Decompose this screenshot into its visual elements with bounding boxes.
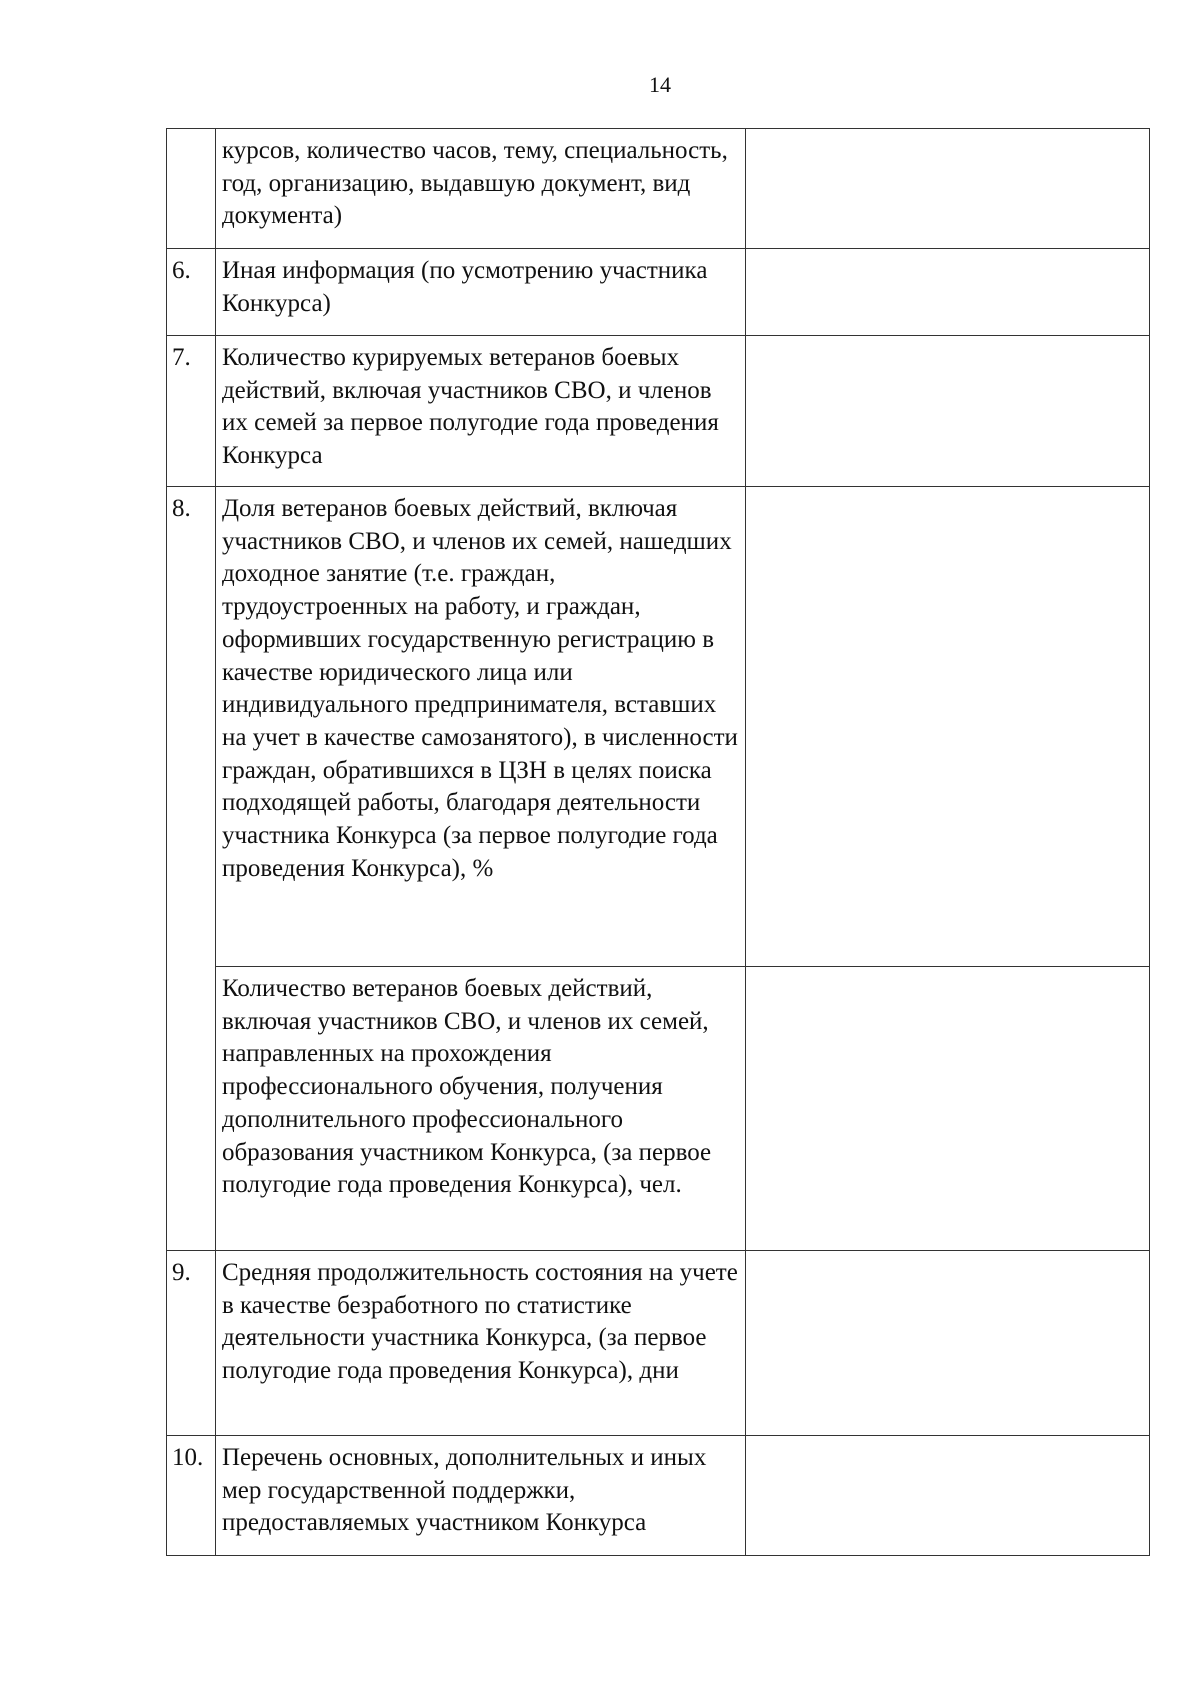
row-number: 6. (167, 249, 216, 336)
row-value-cell[interactable] (745, 336, 1149, 487)
row-value-cell[interactable] (745, 129, 1149, 249)
row-number (167, 129, 216, 249)
table-row (167, 1251, 1150, 1436)
table-row (167, 487, 1150, 967)
row-label: Перечень основных, дополнительных и иных мер государственной поддержки, предоставляемых участником Конкурса (215, 1436, 745, 1556)
table-row (167, 336, 1150, 487)
table-row (167, 129, 1150, 249)
page-number: 14 (649, 72, 671, 97)
row-number: 8. (167, 487, 216, 1251)
row-value-cell[interactable] (745, 1251, 1149, 1436)
table-row (167, 249, 1150, 336)
row-value-cell[interactable] (745, 967, 1149, 1251)
row-label: Доля ветеранов боевых действий, включая участников СВО, и членов их семей, нашедших доходное занятие (т.е. граждан, трудоустроенных на работу, и граждан, оформивших государственную регистрацию в качестве юридического лица или индивидуального предпринимателя, вставших на учет в качестве самозанятого), в численности граждан, обратившихся в ЦЗН в целях поиска подходящей работы, благодаря деятельности участника Конкурса (за первое полугодие года проведения Конкурса), % (215, 487, 745, 967)
row-label: курсов, количество часов, тему, специальность, год, организацию, выдавшую документ, вид документа) (215, 129, 745, 249)
row-label: Иная информация (по усмотрению участника Конкурса) (215, 249, 745, 336)
row-label: Количество ветеранов боевых действий, включая участников СВО, и членов их семей, направленных на прохождения профессионального обучения, получения дополнительного профессионального образования участником Конкурса, (за первое полугодие года проведения Конкурса), чел. (215, 967, 745, 1251)
row-number: 10. (167, 1436, 216, 1556)
row-value-cell[interactable] (745, 1436, 1149, 1556)
row-label: Средняя продолжительность состояния на учете в качестве безработного по статистике деятельности участника Конкурса, (за первое полугодие года проведения Конкурса), дни (215, 1251, 745, 1436)
form-table (166, 128, 1150, 1556)
table-row (167, 967, 1150, 1251)
row-label: Количество курируемых ветеранов боевых действий, включая участников СВО, и членов их семей за первое полугодие года проведения Конкурса (215, 336, 745, 487)
row-number: 9. (167, 1251, 216, 1436)
table-row (167, 1436, 1150, 1556)
row-number: 7. (167, 336, 216, 487)
row-value-cell[interactable] (745, 249, 1149, 336)
row-value-cell[interactable] (745, 487, 1149, 967)
